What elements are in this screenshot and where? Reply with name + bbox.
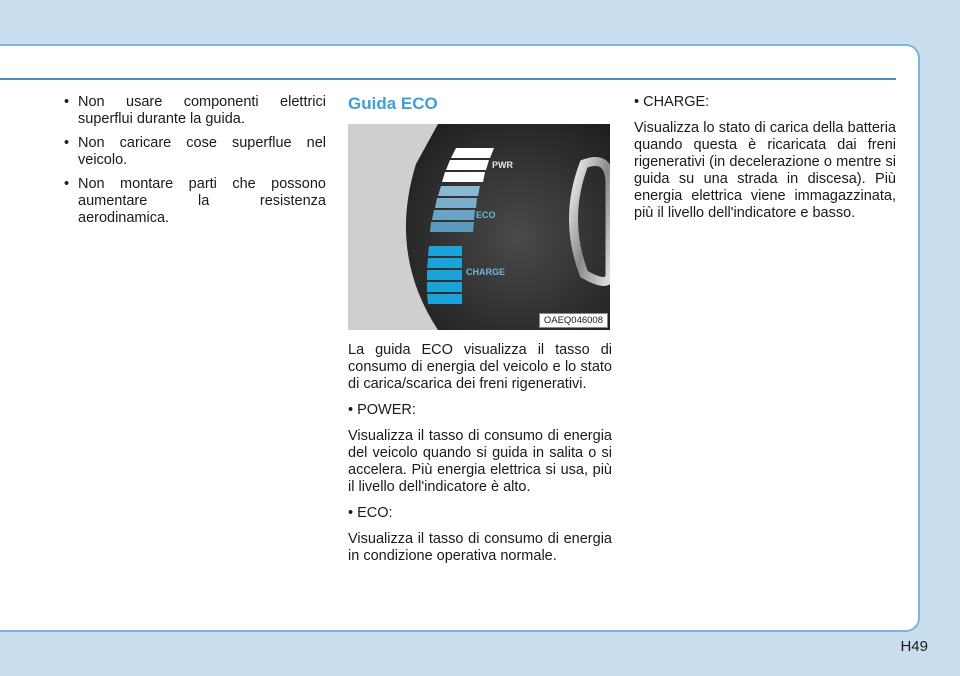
eco-gauge-illustration [348, 124, 610, 330]
gauge-label-eco: ECO [476, 210, 496, 220]
right-column [634, 94, 896, 231]
page-number: H49 [900, 638, 928, 655]
left-column [62, 94, 326, 234]
section-title: Guida ECO [348, 94, 438, 113]
list-item: • Non usare componenti elettrici superflui durante la guida. [62, 94, 326, 128]
manual-page [0, 44, 920, 632]
gauge-label-charge: CHARGE [466, 267, 506, 277]
gauge-label-pwr: PWR [492, 160, 513, 170]
charge-text: Visualizza lo stato di carica della batteria quando questa è ricaricata dai freni rigenerativi (in decelerazione o mentre si guida su una strada in discesa). Più energia elettrica viene immagazzinata, più il livello dell'indicatore e basso. [634, 120, 896, 221]
charge-segments [427, 246, 462, 304]
list-item: • Non caricare cose superflue nel veicolo. [62, 135, 326, 169]
eco-label: • ECO: [348, 505, 393, 521]
list-item: • Non montare parti che possono aumentare la resistenza aerodinamica. [62, 176, 326, 227]
figure-code: OAEQ046008 [539, 313, 608, 328]
charge-label: • CHARGE: [634, 94, 710, 110]
eco-intro: La guida ECO visualizza il tasso di consumo di energia del veicolo e lo stato di carica/scarica dei freni rigenerativi. [348, 342, 612, 392]
eco-gauge-figure [348, 124, 610, 330]
power-text: Visualizza il tasso di consumo di energia del veicolo quando si guida in salita o si accelera. Più energia elettrica si usa, più il livello dell'indicatore è alto. [348, 428, 612, 495]
eco-text: Visualizza il tasso di consumo di energia in condizione operativa normale. [348, 531, 612, 564]
tips-list [62, 94, 326, 227]
power-label: • POWER: [348, 402, 416, 418]
header-rule [0, 78, 896, 80]
middle-column [348, 94, 612, 574]
